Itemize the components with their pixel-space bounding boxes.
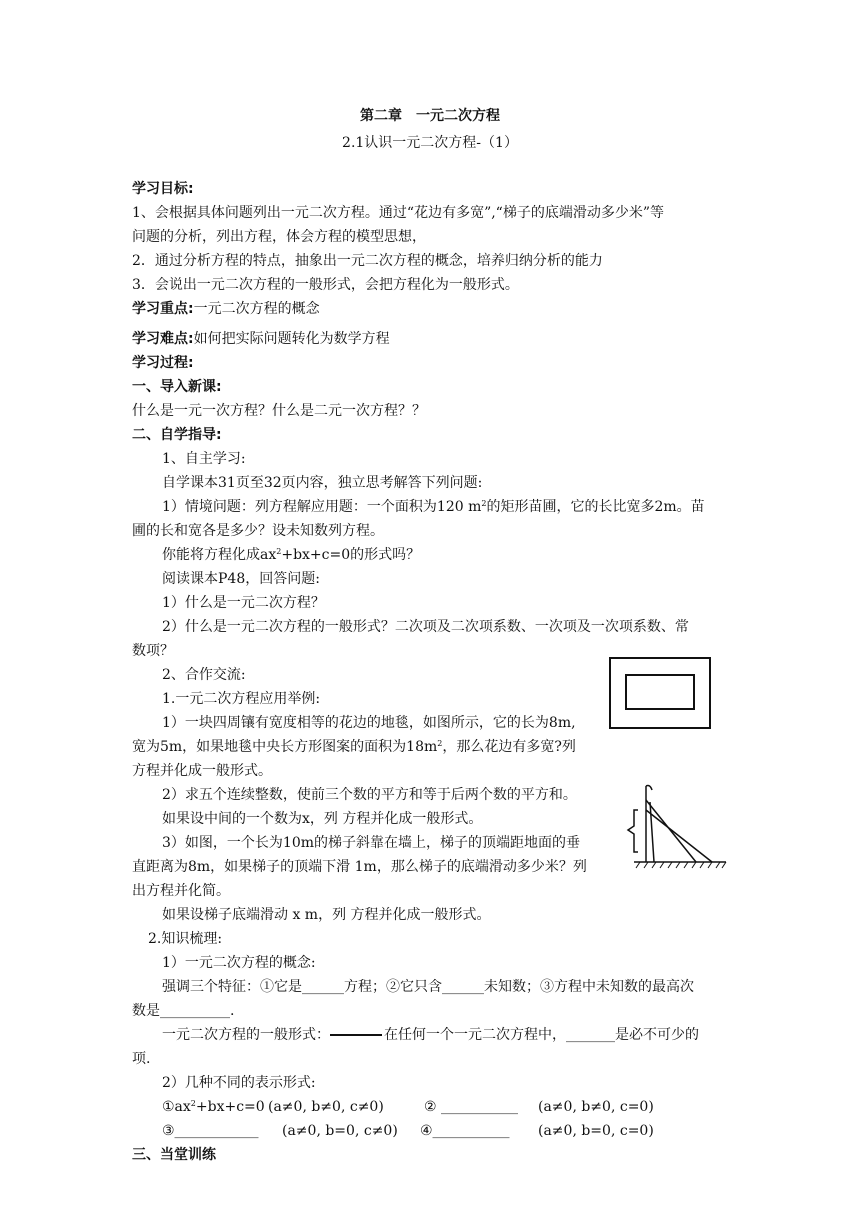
difficulty-text: 如何把实际问题转化为数学方程	[193, 331, 390, 347]
q1-sup: 2	[481, 499, 487, 508]
convert-sup: 2	[276, 547, 282, 556]
key-point-text: 一元二次方程的概念	[193, 301, 320, 317]
f1-pre: ①ax	[162, 1099, 191, 1115]
read-pages: 自学课本31页至32页内容，独立思考解答下列问题:	[162, 475, 483, 491]
question-1b: 圃的长和宽各是多少？设未知数列方程。	[132, 523, 384, 539]
part1-question: 什么是一元一次方程？什么是二元一次方程？？	[132, 403, 426, 419]
objectives-heading: 学习目标:	[132, 181, 194, 197]
form-2-cond: (a≠0, b≠0, c=0)	[538, 1099, 654, 1115]
carpet-figure	[608, 656, 712, 730]
question-1a	[162, 495, 705, 519]
concept-2: 2）几种不同的表示形式:	[162, 1075, 316, 1091]
form-2: ② ___________	[424, 1099, 519, 1115]
f1-post: +bx+c=0	[195, 1099, 265, 1115]
example-3b: 直距离为8m，如果梯子的顶端下滑 1m，那么梯子的底端滑动多少米？列	[132, 859, 587, 875]
e1b-sup: 2	[437, 739, 443, 748]
part3-heading: 三、当堂训练	[132, 1147, 216, 1163]
key-point-label: 学习重点:	[132, 301, 194, 317]
ground-hatch	[636, 862, 726, 868]
example-1c: 方程并化成一般形式。	[132, 763, 272, 779]
example-3c: 出方程并化简。	[132, 883, 230, 899]
example-3a: 3）如图，一个长为10m的梯子斜靠在墙上，梯子的顶端距地面的垂	[162, 835, 580, 851]
examples-title: 1.一元二次方程应用举例:	[162, 691, 321, 707]
convert-question	[162, 543, 420, 567]
read-q2b: 数项？	[132, 643, 174, 659]
example-1b	[132, 735, 576, 759]
read-p48: 阅读课本P48，回答问题:	[162, 571, 320, 587]
ladder-after	[646, 810, 712, 862]
example-3d: 如果设梯子底端滑动 x m，列 方程并化成一般形式。	[162, 907, 491, 923]
read-q2a: 2）什么是一元二次方程的一般形式？二次项及二次项系数、一次项及一次项系数、常	[162, 619, 689, 635]
objective-1a: 1、会根据具体问题列出一元二次方程。通过“花边有多宽”,“梯子的底端滑动多少米”等	[132, 205, 664, 221]
example-2b: 如果设中间的一个数为x，列 方程并化成一般形式。	[162, 811, 483, 827]
e1b-pre: 宽为5m，如果地毯中央长方形图案的面积为18m	[132, 739, 438, 755]
form-4: ④___________	[420, 1123, 510, 1139]
q1-post: 的矩形苗圃，它的长比宽多2m。苗	[486, 499, 705, 515]
form-4-cond: (a≠0, b=0, c=0)	[538, 1123, 654, 1139]
f1-sup: 2	[190, 1099, 196, 1108]
read-q1: 1）什么是一元二次方程？	[162, 595, 325, 611]
self-study: 1、自主学习:	[162, 451, 246, 467]
cooperation: 2、合作交流:	[162, 667, 246, 683]
form-3-cond: (a≠0, b=0, c≠0)	[282, 1123, 398, 1139]
convert-pre: 你能将方程化成ax	[162, 547, 277, 563]
part1-heading: 一、导入新课:	[132, 379, 222, 395]
carpet-inner-rect	[626, 675, 694, 709]
gf-post: 在任何一个一元二次方程中，_______是必不可少的	[384, 1027, 699, 1043]
general-form-blank	[330, 1034, 382, 1036]
difficulty	[132, 327, 390, 351]
q1-pre: 1）情境问题：列方程解应用题：一个面积为120 m	[162, 499, 482, 515]
objective-3: 3．会说出一元二次方程的一般形式，会把方程化为一般形式。	[132, 277, 519, 293]
key-point	[132, 297, 320, 321]
height-bracket	[628, 810, 638, 852]
form-3: ③____________	[162, 1123, 259, 1139]
general-form-b: 项.	[132, 1051, 151, 1067]
chapter-title: 第二章 一元二次方程	[360, 108, 500, 124]
example-1a: 1）一块四周镶有宽度相等的花边的地毯，如图所示，它的长为8m,	[162, 715, 576, 731]
convert-post: +bx+c=0的形式吗？	[281, 547, 421, 563]
concept-1: 1）一元二次方程的概念:	[162, 955, 316, 971]
wall-top	[646, 786, 652, 791]
part2-heading: 二、自学指导:	[132, 427, 222, 443]
objective-1b: 问题的分析，列出方程，体会方程的模型思想，	[132, 229, 426, 245]
form-1	[162, 1095, 265, 1119]
gf-pre: 一元二次方程的一般形式：	[162, 1027, 330, 1043]
ladder-side	[650, 802, 654, 862]
objective-2: 2．通过分析方程的特点，抽象出一元二次方程的概念，培养归纳分析的能力	[132, 253, 603, 269]
concept-1b: 数是__________.	[132, 1003, 235, 1019]
review-title: 2.知识梳理:	[148, 931, 223, 947]
form-1-cond: (a≠0, b≠0, c≠0)	[268, 1099, 384, 1115]
section-title: 2.1认识一元二次方程-（1）	[342, 135, 518, 151]
e1b-post: ，那么花边有多宽?列	[442, 739, 576, 755]
general-form-a	[162, 1023, 699, 1047]
process-heading: 学习过程:	[132, 355, 194, 371]
ladder-figure	[624, 782, 728, 874]
example-2: 2）求五个连续整数，使前三个数的平方和等于后两个数的平方和。	[162, 787, 577, 803]
concept-1a: 强调三个特征：①它是______方程；②它只含______未知数；③方程中未知数的最高次	[162, 979, 694, 995]
difficulty-label: 学习难点:	[132, 331, 194, 347]
